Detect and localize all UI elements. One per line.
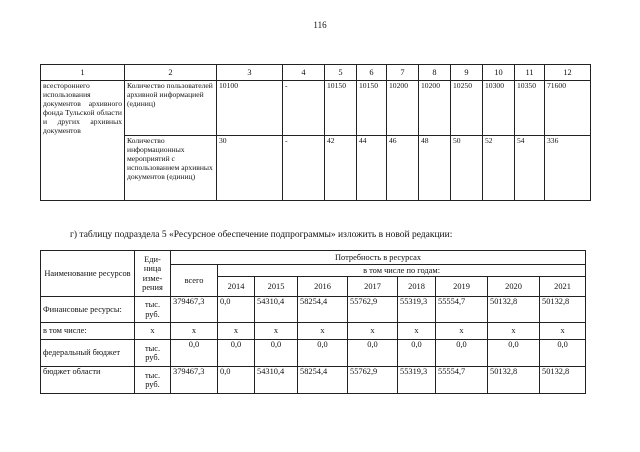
- col-number: 12: [545, 65, 591, 81]
- value-cell: 50132,8: [540, 297, 586, 323]
- value-cell: 379467,3: [171, 367, 218, 394]
- value-cell: 10100: [217, 81, 283, 136]
- indicators-table: [40, 64, 591, 201]
- value-cell: 54310,4: [255, 367, 298, 394]
- value-cell: -: [283, 81, 325, 136]
- value-cell: 48: [419, 136, 451, 201]
- header-unit: Еди- ница изме- рения: [135, 251, 171, 297]
- table-row: [41, 340, 586, 367]
- indicator-name: Количество пользователей архивной информацией (единиц): [125, 81, 217, 136]
- table-row: [41, 367, 586, 394]
- unit-cell: тыс. руб.: [135, 340, 171, 367]
- col-number: 4: [283, 65, 325, 81]
- value-cell: 42: [325, 136, 357, 201]
- year-header: 2020: [488, 277, 540, 297]
- value-cell: х: [298, 323, 348, 340]
- value-cell: 10200: [419, 81, 451, 136]
- value-cell: х: [255, 323, 298, 340]
- value-cell: 10200: [387, 81, 419, 136]
- unit-cell: тыс. руб.: [135, 297, 171, 323]
- year-header: 2016: [298, 277, 348, 297]
- value-cell: х: [171, 323, 218, 340]
- value-cell: 0,0: [218, 367, 255, 394]
- header-need: Потребность в ресурсах: [171, 251, 586, 265]
- task-description-cell: всестороннего использования документов архивного фонда Тульской области и других архивных документов: [41, 81, 125, 201]
- column-number-row: [41, 65, 591, 81]
- resource-name: бюджет области: [41, 367, 135, 394]
- year-header: 2018: [398, 277, 436, 297]
- value-cell: 10250: [451, 81, 483, 136]
- value-cell: х: [398, 323, 436, 340]
- value-cell: 10350: [515, 81, 545, 136]
- value-cell: 0,0: [348, 340, 398, 367]
- value-cell: 54: [515, 136, 545, 201]
- value-cell: 0,0: [218, 297, 255, 323]
- value-cell: 44: [357, 136, 387, 201]
- value-cell: 0,0: [171, 340, 218, 367]
- value-cell: 379467,3: [171, 297, 218, 323]
- value-cell: 50132,8: [488, 367, 540, 394]
- unit-cell: тыс. руб.: [135, 367, 171, 394]
- value-cell: -: [283, 136, 325, 201]
- year-header: 2017: [348, 277, 398, 297]
- value-cell: 50132,8: [488, 297, 540, 323]
- col-number: 3: [217, 65, 283, 81]
- col-number: 8: [419, 65, 451, 81]
- resource-name: в том числе:: [41, 323, 135, 340]
- header-resource-name: Наименование ресурсов: [41, 251, 135, 297]
- table-row: [41, 323, 586, 340]
- value-cell: 46: [387, 136, 419, 201]
- value-cell: 50: [451, 136, 483, 201]
- table-row: [41, 81, 591, 136]
- value-cell: 336: [545, 136, 591, 201]
- header-total: всего: [171, 265, 218, 297]
- col-number: 7: [387, 65, 419, 81]
- value-cell: 55319,3: [398, 297, 436, 323]
- year-header: 2015: [255, 277, 298, 297]
- resource-name: Финансовые ресурсы:: [41, 297, 135, 323]
- header-by-years: в том числе по годам:: [218, 265, 586, 277]
- value-cell: 58254,4: [298, 367, 348, 394]
- table-header-row: [41, 251, 586, 265]
- value-cell: 10300: [483, 81, 515, 136]
- col-number: 6: [357, 65, 387, 81]
- resource-table: [40, 250, 586, 394]
- year-header: 2019: [436, 277, 488, 297]
- value-cell: 55319,3: [398, 367, 436, 394]
- value-cell: 55554,7: [436, 297, 488, 323]
- value-cell: 71600: [545, 81, 591, 136]
- instruction-paragraph: г) таблицу подраздела 5 «Ресурсное обеспечение подпрограммы» изложить в новой редакции:: [70, 230, 453, 240]
- value-cell: х: [348, 323, 398, 340]
- value-cell: 10150: [357, 81, 387, 136]
- value-cell: 0,0: [540, 340, 586, 367]
- col-number: 1: [41, 65, 125, 81]
- value-cell: 58254,4: [298, 297, 348, 323]
- year-header: 2014: [218, 277, 255, 297]
- indicator-name: Количество информационных мероприятий с использованием архивных документов (единиц): [125, 136, 217, 201]
- value-cell: х: [218, 323, 255, 340]
- value-cell: 30: [217, 136, 283, 201]
- table-row: [41, 297, 586, 323]
- value-cell: 55762,9: [348, 367, 398, 394]
- year-header: 2021: [540, 277, 586, 297]
- value-cell: 0,0: [436, 340, 488, 367]
- col-number: 10: [483, 65, 515, 81]
- value-cell: 10150: [325, 81, 357, 136]
- page-number: 116: [313, 20, 327, 30]
- value-cell: 0,0: [255, 340, 298, 367]
- value-cell: х: [436, 323, 488, 340]
- unit-cell: х: [135, 323, 171, 340]
- resource-name: федеральный бюджет: [41, 340, 135, 367]
- col-number: 2: [125, 65, 217, 81]
- value-cell: 0,0: [398, 340, 436, 367]
- col-number: 5: [325, 65, 357, 81]
- value-cell: 55554,7: [436, 367, 488, 394]
- col-number: 9: [451, 65, 483, 81]
- value-cell: х: [540, 323, 586, 340]
- value-cell: 50132,8: [540, 367, 586, 394]
- value-cell: 0,0: [488, 340, 540, 367]
- value-cell: 0,0: [218, 340, 255, 367]
- value-cell: 54310,4: [255, 297, 298, 323]
- value-cell: 52: [483, 136, 515, 201]
- value-cell: 55762,9: [348, 297, 398, 323]
- value-cell: 0,0: [298, 340, 348, 367]
- value-cell: х: [488, 323, 540, 340]
- col-number: 11: [515, 65, 545, 81]
